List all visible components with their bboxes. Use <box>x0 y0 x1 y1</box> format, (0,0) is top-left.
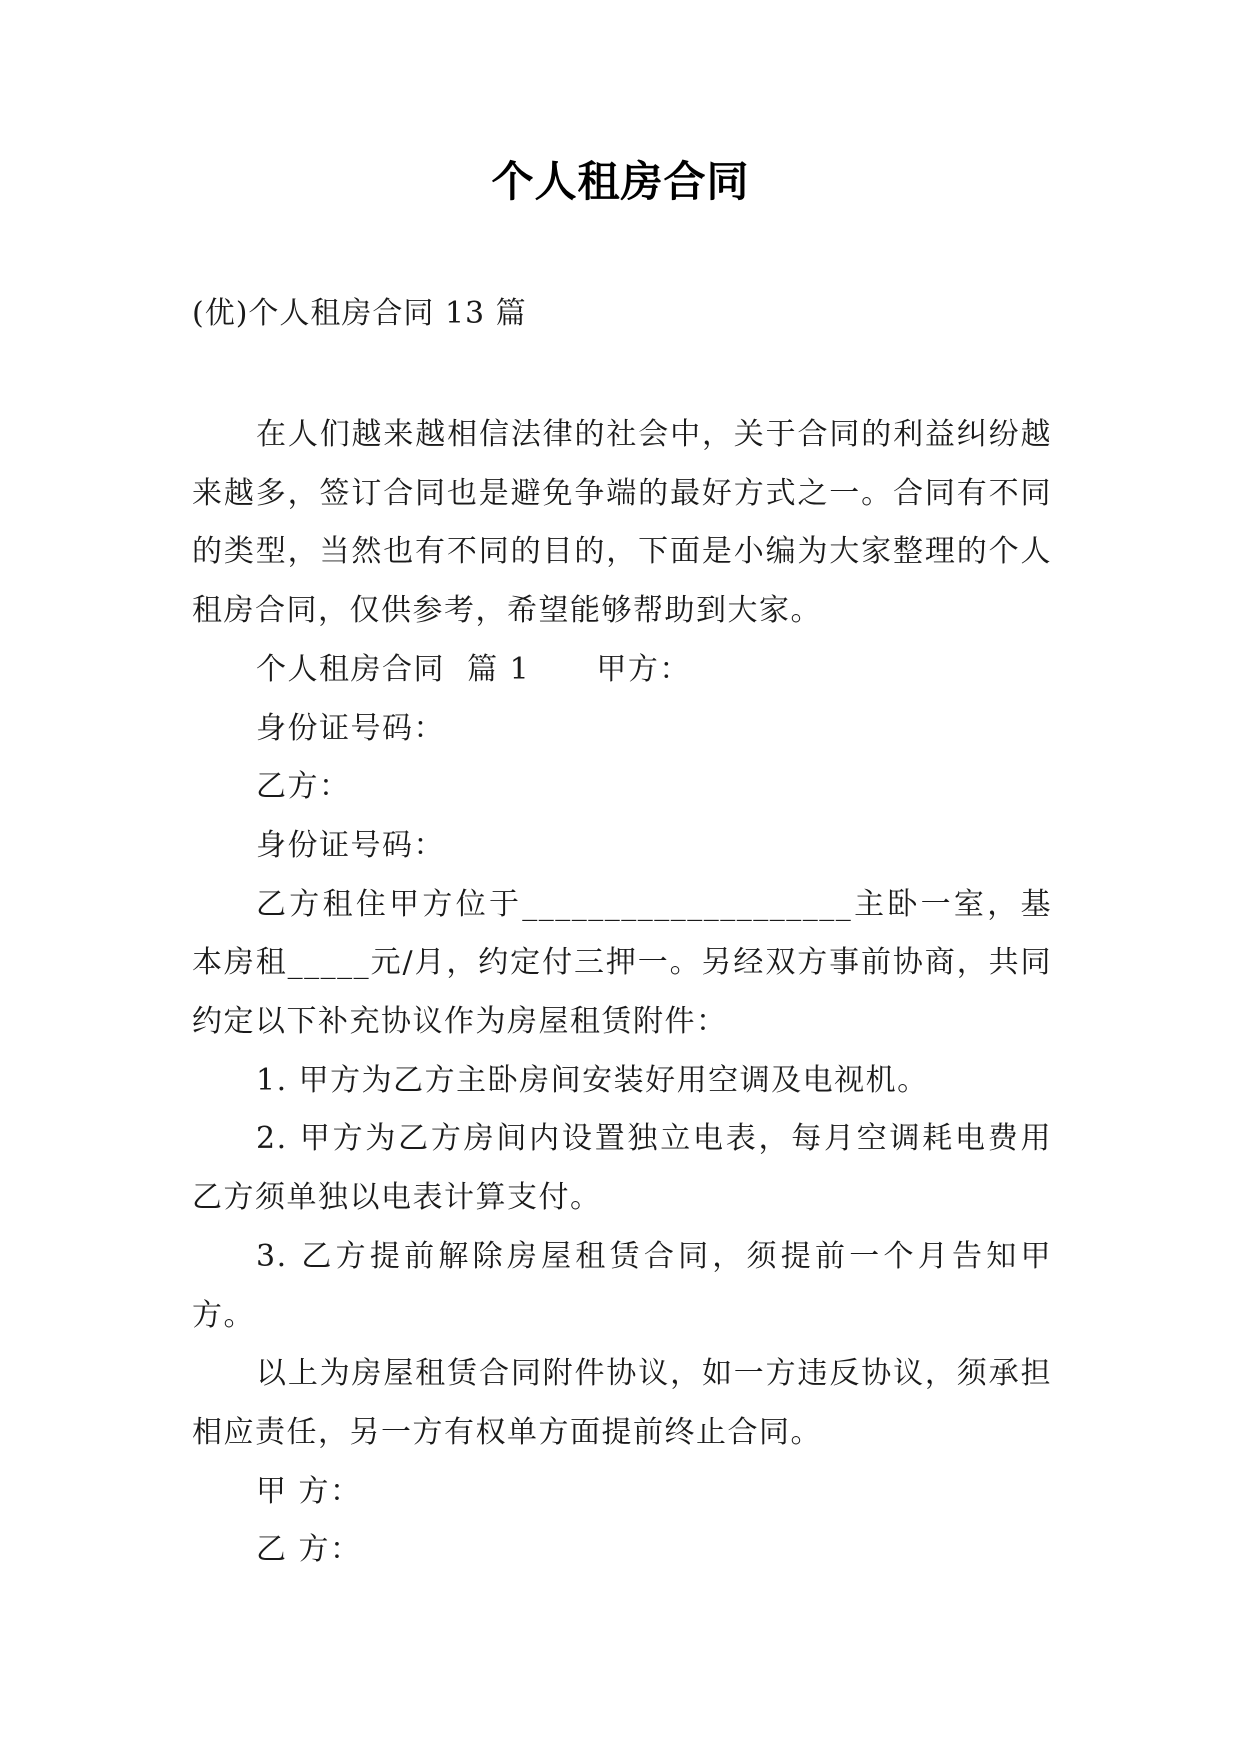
document-body <box>192 406 1052 1580</box>
document-title: 个人租房合同 <box>491 157 750 206</box>
id-number-line-party-a: 身份证号码： <box>256 710 445 746</box>
clause-2: 2. 甲方为乙方房间内设置独立电表，每月空调耗电费用乙方须单独以电表计算支付。 <box>192 1121 1052 1216</box>
closing-paragraph: 以上为房屋租赁合同附件协议，如一方违反协议，须承担相应责任，另一方有权单方面提前终止合同。 <box>192 1356 1052 1450</box>
id-number-line-party-b: 身份证号码： <box>256 827 445 863</box>
rental-terms-paragraph: 乙方租住甲方位于____________________主卧一室，基本房租_____元/月，约定付三押一。另经双方事前协商，共同约定以下补充协议作为房屋租赁附件： <box>192 886 1052 1040</box>
signature-party-a: 甲 方： <box>256 1473 362 1509</box>
document-subtitle: (优)个人租房合同 13 篇 <box>192 296 527 331</box>
signature-party-b: 乙 方： <box>256 1532 362 1568</box>
intro-paragraph: 在人们越来越相信法律的社会中，关于合同的利益纠纷越来越多，签订合同也是避免争端的最好方式之一。合同有不同的类型，当然也有不同的目的，下面是小编为大家整理的个人租房合同，仅供参考，希望能够帮助到大家。 <box>192 417 1052 629</box>
section-heading: 个人租房合同 篇 1 甲方： <box>256 651 691 687</box>
party-b-line: 乙方： <box>256 769 351 805</box>
clause-1: 1. 甲方为乙方主卧房间安装好用空调及电视机。 <box>256 1062 929 1098</box>
clause-3: 3. 乙方提前解除房屋租赁合同，须提前一个月告知甲方。 <box>192 1238 1052 1333</box>
